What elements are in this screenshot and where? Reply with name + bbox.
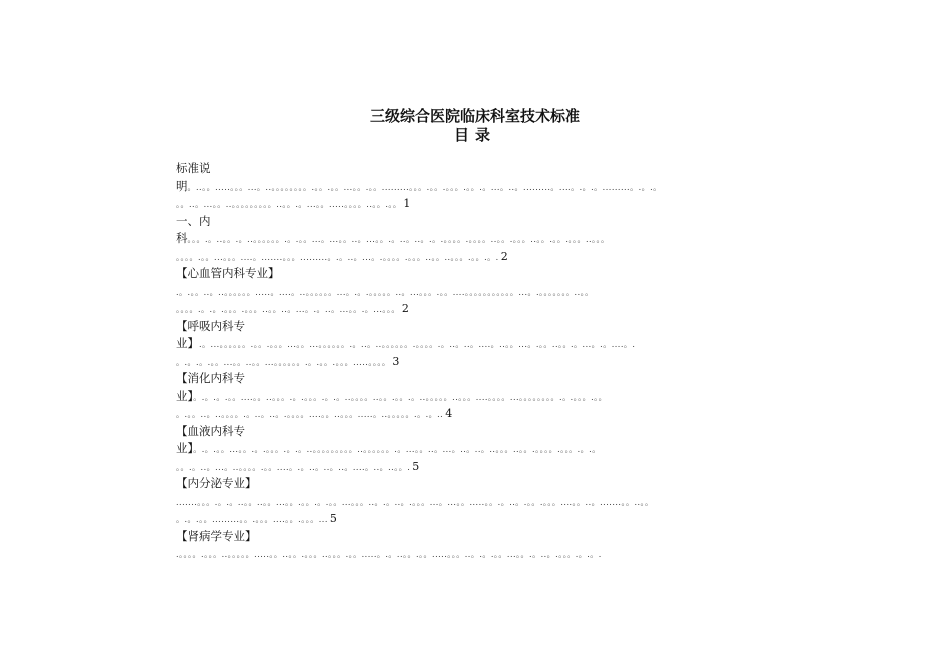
toc-page-number: 2 — [401, 302, 409, 315]
toc-entry[interactable] — [176, 370, 866, 423]
toc-leader-dots: 。.。.。。...。。.。.。。。.。.。..。。。。。。。。。..。。。。。。.。...。。..。...。..。..。..。。。..。。.。。。。.。。。.。.。 — [193, 445, 601, 454]
toc-entry[interactable] — [176, 213, 866, 266]
toc-entry-label: 【血液内科专 — [176, 423, 245, 438]
toc-entry-label-cont: 业】 — [176, 336, 199, 350]
toc-entry-label-cont: 业】 — [176, 388, 194, 403]
toc-leader-dots: 。。。。.。。...。。。....。.......。。。.........。.。..。...。.。。。。.。。。..。。..。。。.。。.。. — [176, 252, 499, 262]
toc-entry[interactable] — [176, 265, 866, 318]
toc-page-number: 2 — [500, 249, 508, 263]
toc-leader-dots: .。...。。。。。。.。。.。。。...。。...。。。。。。.。..。..。。。。。。.。。。。.。..。..。....。..。。...。.。。..。。.。...。.。....。. — [199, 340, 636, 349]
toc-page-number: 5 — [412, 459, 420, 473]
toc-leader-dots: 。.。.。.。。....。。..。。。.。.。。。.。.。..。。。。..。。.。。.。..。。。。。..。。。....。。。。...。。。。。。。。.。.。。。.。。 — [193, 392, 608, 402]
toc-entry[interactable] — [176, 475, 866, 528]
toc-page-number: 4 — [445, 407, 453, 420]
toc-entry-label: 标准说 — [176, 161, 211, 175]
toc-leader-dots: .。.。。..。..。。。。。。.....。....。..。。。。。。...。.。.。。。。。..。...。。。.。。....。。。。。。。。。。。...。.。。。。。。。..。。 — [176, 287, 594, 297]
toc-entry[interactable] — [176, 160, 866, 213]
toc-page-number: 5 — [329, 512, 337, 525]
toc-entry[interactable] — [176, 318, 866, 371]
toc-entry[interactable] — [176, 528, 866, 563]
toc-entry-label-cont: 明 — [176, 178, 188, 193]
toc-leader-dots: 。。..。...。。..。。。。。。。。。..。。.。...。。.....。。。。..。。.。。 — [176, 200, 402, 209]
toc-entry-label: 【内分泌专业】 — [176, 476, 257, 490]
toc-leader-dots: 。。.。..。...。..。。。。.。。....。.。..。..。..。....。..。..。。. — [176, 462, 411, 472]
toc-entry-label: 【肾病学专业】 — [176, 528, 257, 543]
toc-leader-dots: 。.。。..。..。。。。.。..。..。.。。。。....。。..。。。.....。..。。。。。.。.。.. — [176, 410, 444, 419]
toc-entry-label-cont: 业】 — [176, 441, 194, 455]
toc-heading: 目录 — [453, 126, 496, 144]
toc-leader-dots: .。。。。.。。。..。。。。。.....。。..。。.。。。..。。。.。。.....。.。..。。.。。.....。。。..。.。.。。...。。.。..。.。。。.。.。. — [176, 550, 602, 559]
toc-leader-dots: 。。。.。..。。.。..。。。。。。.。.。。...。...。。..。...。。.。..。..。.。.。。。。.。。。。..。。.。。。..。。.。。.。。。..。。。 — [187, 235, 610, 244]
toc-leader-dots: .......。。。.。.。..。。..。。...。。.。。.。.。。...。。。..。.。..。.。。。...。...。。.....。。.。..。.。。.。。。....。。..。.......。。..。。 — [176, 497, 654, 507]
toc-leader-dots: 。..。。.....。。。...。..。。。。。。。。.。。.。。...。。.。。.........。。。.。。.。。。.。。.。...。..。.........。....。.。.。.........。.。.。 — [187, 182, 662, 192]
toc-leader-dots: 。.。.。.。。...。。..。。...。。。。。。.。.。。.。。。.....。。。。 — [176, 357, 391, 367]
toc-entry[interactable] — [176, 423, 866, 476]
toc-entry-label-cont: 科 — [176, 231, 188, 245]
toc-entry-label: 【心血管内科专业】 — [176, 266, 280, 280]
document-title: 三级综合医院临床科室技术标准 — [369, 107, 580, 125]
table-of-contents — [176, 160, 866, 563]
toc-page-number: 1 — [403, 197, 411, 210]
toc-entry-label: 【消化内科专 — [176, 371, 245, 385]
toc-entry-label: 【呼吸内科专 — [176, 318, 245, 333]
toc-leader-dots: 。。。。.。.。.。。。.。。。..。。..。...。.。..。...。。.。...。。。 — [176, 305, 400, 314]
toc-entry-label: 一、内 — [176, 213, 211, 228]
toc-page-number: 3 — [392, 354, 400, 368]
toc-leader-dots: 。.。.。。.........。。.。。。....。。.。。。... — [176, 515, 328, 524]
